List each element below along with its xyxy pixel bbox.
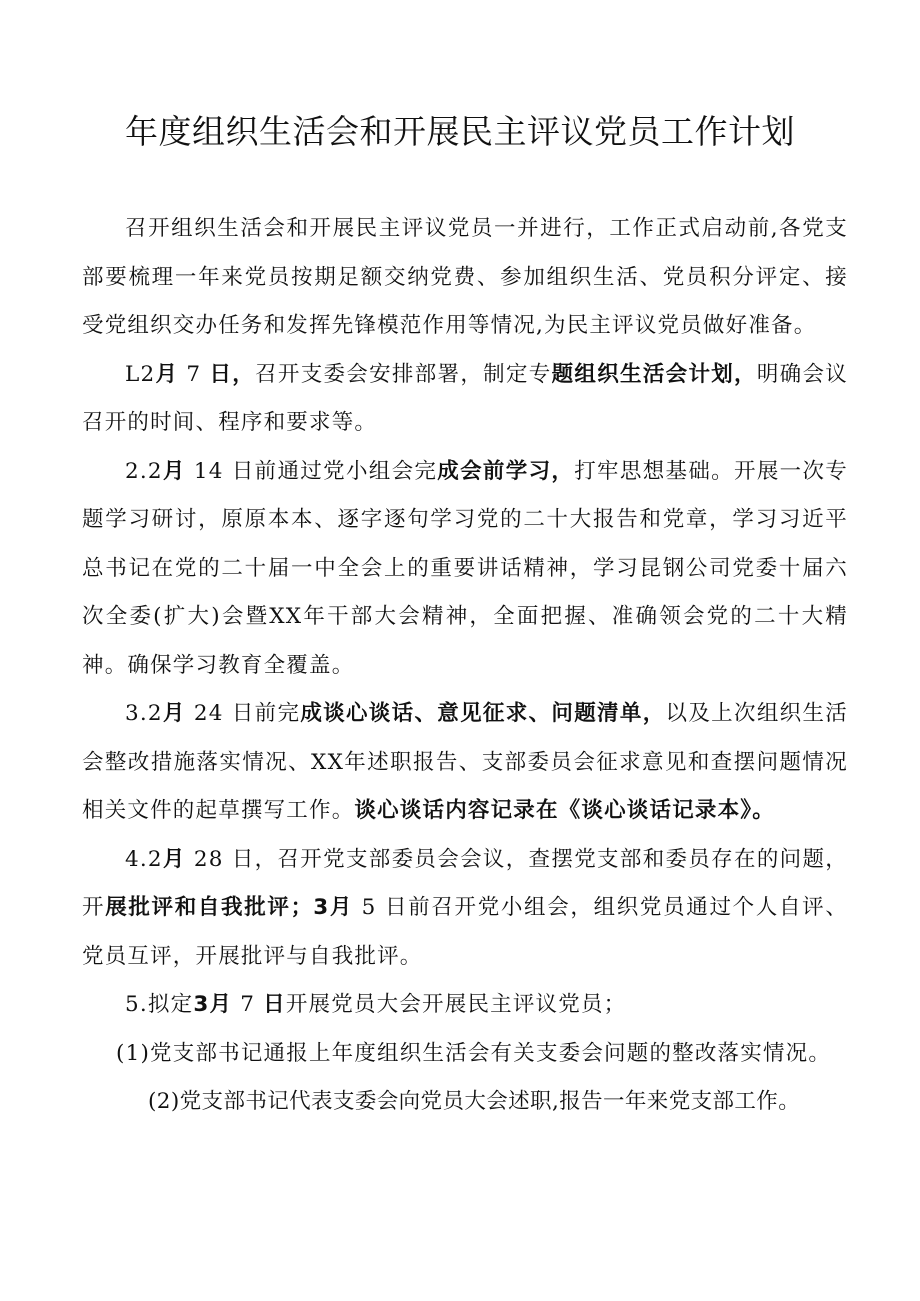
item-4-paragraph [82,836,848,982]
item-5-month: 月 [209,992,233,1017]
item-3-text-mid: 以及上次组织生活会整改措施落实情况、XX年述职报告、支部委员会征求意见和查摆问题情况相关文件的起草撰写工作。 [82,701,848,823]
item-5-text: 开展党员大会开展民主评议党员； [285,992,627,1017]
item-5-day: 日 [263,992,286,1017]
item-2-highlight: 成会前学习， [437,458,575,484]
item-1-highlight: 题组织生活会计划， [551,361,757,387]
item-4-highlight: 展批评和自我批评；3 [105,895,330,920]
item-1-day: 日， [209,361,256,387]
item-2-text: 14 日前通过党小组会完 [185,458,438,484]
document-title: 年度组织生活会和开展民主评议党员工作计划 [125,112,795,151]
item-1-text: 召开支委会安排部署，制定专 [255,361,552,387]
item-3-number: 3.2 [125,701,163,726]
item-4-text-end: 5 日前召开党小组会，组织党员通过个人自评、党员互评，开展批评与自我批评。 [82,895,849,969]
item-1-number: L2 [125,361,156,387]
item-3-text: 24 日前完 [185,701,301,726]
item-5-month-number: 3 [193,992,210,1017]
item-3-month: 月 [162,701,186,726]
item-2-number: 2.2 [125,458,163,484]
item-2-paragraph [82,448,848,691]
sub-item-1-paragraph: (1)党支部书记通报上年度组织生活会有关支委会问题的整改落实情况。 [116,1040,832,1066]
item-2-text-end: 打牢思想基础。开展一次专题学习研讨，原原本本、逐字逐句学习党的二十大报告和党章，学习习近平总书记在党的二十届一中全会上的重要讲话精神，学习昆钢公司党委十届六次全委(扩大)会暨XX年干部大会精神，全面把握、准确领会党的二十大精神。确保学习教育全覆盖。 [82,458,848,678]
item-4-month: 月 [162,846,186,872]
sub-item-2-paragraph: (2)党支部书记代表支委会向党员大会述职,报告一年来党支部工作。 [148,1089,801,1114]
document-body [82,205,848,1127]
item-5-paragraph [82,981,848,1030]
item-3-paragraph [82,690,848,836]
item-4-number: 4.2 [125,846,163,872]
item-3-highlight: 成谈心谈话、意见征求、问题清单， [300,701,666,726]
item-4-text: 28 日，召开党支部委员会会议，查摆党支部和委员存在的问题，开 [82,846,848,920]
item-1-text-end: 明确会议召开的时间、程序和要求等。 [82,361,848,435]
item-1-day-number: 7 [178,361,210,387]
intro-paragraph: 召开组织生活会和开展民主评议党员一并进行，工作正式启动前,各党支部要梳理一年来党员按期足额交纳党费、参加组织生活、党员积分评定、接受党组织交办任务和发挥先锋模范作用等情况,为民主评议党员做好准备。 [82,216,848,338]
item-1-paragraph [82,351,848,448]
item-4-month-2: 月 [329,895,354,920]
item-3-highlight-end: 谈心谈话内容记录在《谈心谈话记录本》。 [354,798,775,823]
item-5-day-number: 7 [232,992,264,1017]
item-2-month: 月 [162,458,186,484]
item-5-number: 5.拟定 [125,992,194,1017]
item-1-month: 月 [155,361,179,387]
